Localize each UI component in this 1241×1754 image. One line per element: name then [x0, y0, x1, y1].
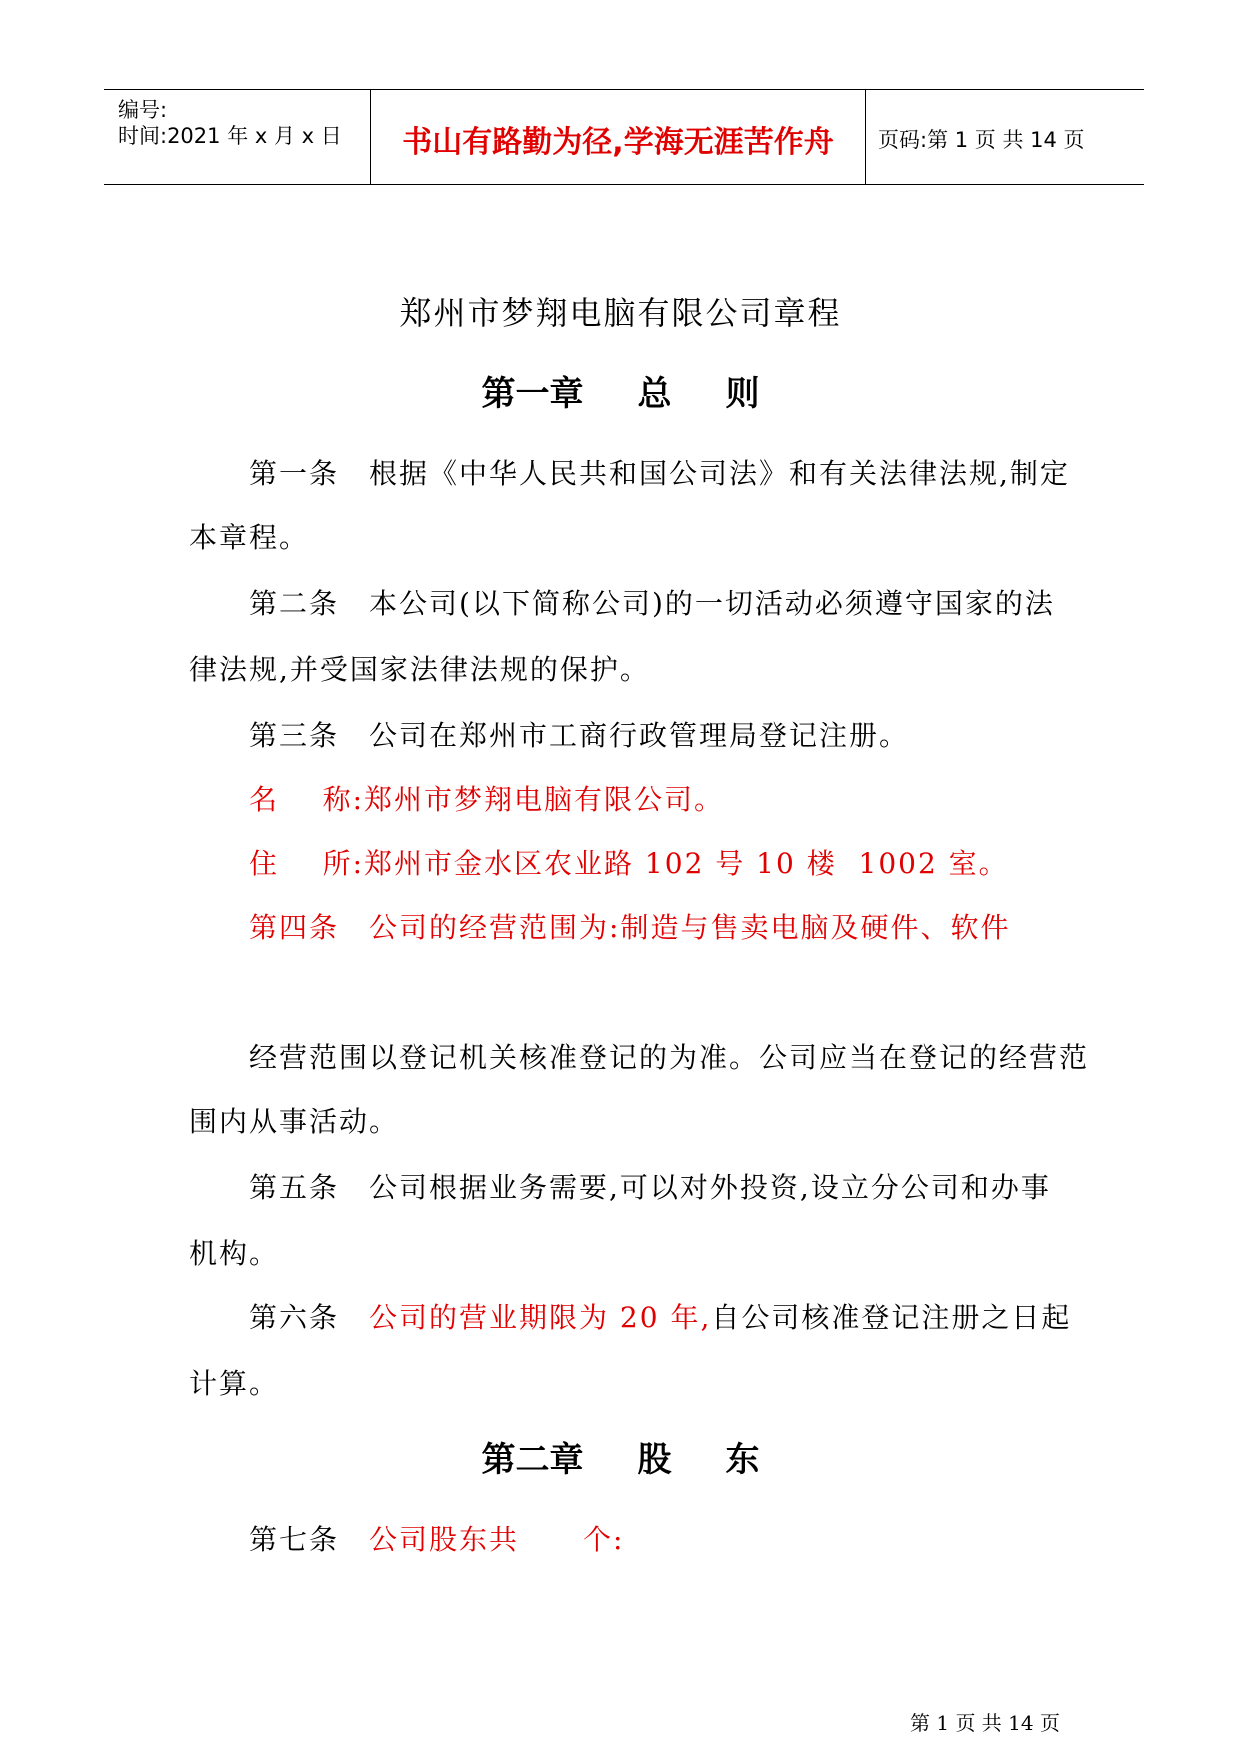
business-scope-continuation: 围内从事活动。 [189, 1105, 400, 1138]
article-1-label: 第一条 [249, 457, 340, 490]
company-address-line: 住 所:郑州市金水区农业路 102 号 10 楼 1002 室。 [249, 847, 1009, 880]
document-title: 郑州市梦翔电脑有限公司章程 [399, 294, 842, 332]
chapter-1-title-a: 总 [637, 374, 672, 414]
article-5-continuation: 机构。 [189, 1237, 280, 1270]
article-1-text: 根据《中华人民共和国公司法》和有关法律法规,制定 [369, 457, 1070, 490]
article-2 [249, 582, 1055, 622]
article-6 [249, 1296, 1071, 1336]
article-7-label: 第七条 [249, 1523, 340, 1556]
article-4 [249, 906, 1010, 946]
article-3-text: 公司在郑州市工商行政管理局登记注册。 [369, 719, 910, 752]
header-page-cell [866, 90, 1144, 184]
article-6-continuation: 计算。 [189, 1367, 280, 1400]
business-scope-note: 经营范围以登记机关核准登记的为准。公司应当在登记的经营范 [249, 1041, 1090, 1074]
article-5-text: 公司根据业务需要,可以对外投资,设立分公司和办事 [369, 1171, 1051, 1204]
chapter-1-heading [0, 366, 1241, 415]
article-6-text: 自公司核准登记注册之日起 [711, 1301, 1072, 1334]
article-2-continuation: 律法规,并受国家法律法规的保护。 [189, 653, 650, 686]
header-motto: 书山有路勤为径,学海无涯苦作舟 [402, 125, 834, 160]
document-number-label: 编号: [118, 98, 168, 122]
article-5-label: 第五条 [249, 1171, 340, 1204]
article-7-text-b: 个: [583, 1523, 625, 1556]
article-4-label: 第四条 [249, 911, 340, 944]
article-5 [249, 1166, 1051, 1206]
article-1-continuation: 本章程。 [189, 521, 310, 554]
header-info-cell [104, 90, 371, 184]
article-6-label: 第六条 [249, 1301, 340, 1334]
article-6-term: 公司的营业期限为 20 年, [369, 1301, 712, 1334]
chapter-2-number: 第二章 [481, 1440, 584, 1480]
chapter-2-title-a: 股 [637, 1440, 672, 1480]
article-7-text-a: 公司股东共 [369, 1523, 520, 1556]
document-time-label: 时间:2021 年 x 月 x 日 [118, 124, 342, 148]
article-3-label: 第三条 [249, 719, 340, 752]
page-footer: 第 1 页 共 14 页 [910, 1711, 1060, 1735]
article-7 [249, 1518, 624, 1558]
header-motto-cell [371, 90, 866, 184]
article-2-text: 本公司(以下简称公司)的一切活动必须遵守国家的法 [369, 587, 1055, 620]
chapter-2-heading [0, 1432, 1241, 1481]
article-1 [249, 452, 1070, 492]
article-3 [249, 714, 909, 754]
chapter-1-title-b: 则 [725, 374, 760, 414]
header-page-number: 页码:第 1 页 共 14 页 [878, 128, 1085, 152]
chapter-2-title-b: 东 [725, 1440, 760, 1480]
article-4-text: 公司的经营范围为:制造与售卖电脑及硬件、软件 [369, 911, 1011, 944]
company-name-line: 名 称:郑州市梦翔电脑有限公司。 [249, 783, 725, 816]
chapter-1-number: 第一章 [481, 374, 584, 414]
article-2-label: 第二条 [249, 587, 340, 620]
page-header [104, 89, 1144, 185]
